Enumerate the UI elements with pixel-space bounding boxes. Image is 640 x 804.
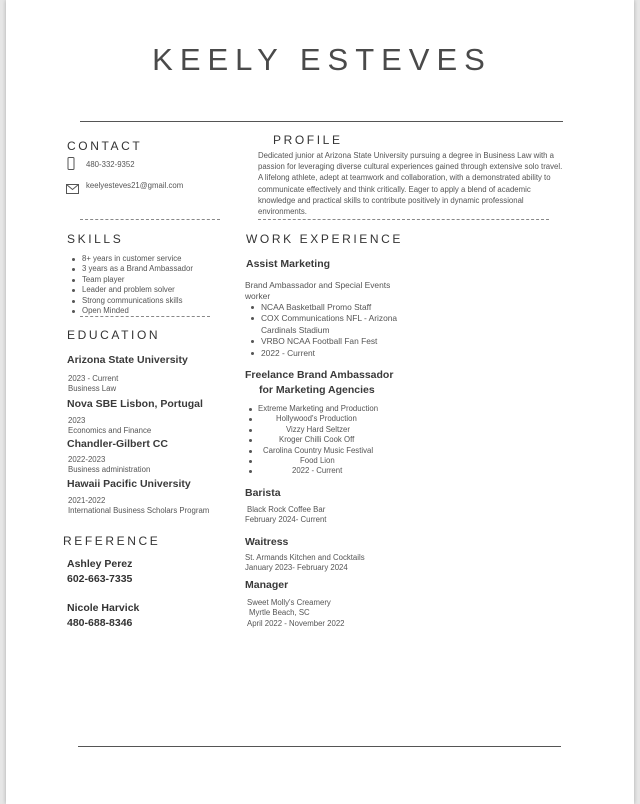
- skill-item: 8+ years in customer service: [69, 254, 229, 264]
- skill-item: Strong communications skills: [69, 296, 229, 306]
- school-name: Nova SBE Lisbon, Portugal: [67, 398, 203, 410]
- job-title-freelance-line2: for Marketing Agencies: [259, 384, 375, 396]
- job-title-manager: Manager: [245, 579, 289, 591]
- job-item: 2022 - Current: [248, 348, 413, 359]
- job-title-barista: Barista: [245, 487, 281, 499]
- job-item: Food Lion: [246, 456, 396, 466]
- contact-phone: 480-332-9352: [86, 160, 135, 169]
- job-item: Hollywood's Production: [246, 414, 396, 424]
- work-heading: WORK EXPERIENCE: [246, 232, 404, 246]
- skill-item: 3 years as a Brand Ambassador: [69, 264, 229, 274]
- job-item: Extreme Marketing and Production: [246, 404, 396, 414]
- profile-divider: [258, 219, 549, 220]
- phone-icon: [67, 157, 76, 175]
- school-name: Arizona State University: [67, 354, 188, 366]
- school-date: 2022-2023: [68, 455, 106, 464]
- resume-name: KEELY ESTEVES: [152, 42, 492, 77]
- job-item: VRBO NCAA Football Fan Fest: [248, 336, 413, 347]
- job-line: April 2022 - November 2022: [247, 619, 345, 628]
- education-heading: EDUCATION: [67, 328, 161, 342]
- job-item: Vizzy Hard Seltzer: [246, 425, 396, 435]
- job-item: Kroger Chilli Cook Off: [246, 435, 396, 445]
- job-title-waitress: Waitress: [245, 536, 289, 548]
- school-detail: Business administration: [68, 465, 151, 474]
- skills-list: [69, 254, 229, 316]
- job-title-assist: Assist Marketing: [246, 258, 331, 270]
- skill-item: Open Minded: [69, 306, 229, 316]
- job-line: Black Rock Coffee Bar: [247, 505, 326, 514]
- contact-divider: [80, 219, 220, 220]
- school-detail: International Business Scholars Program: [68, 506, 210, 515]
- header-divider: [80, 121, 563, 122]
- job-line: February 2024- Current: [245, 515, 327, 524]
- skill-item: Team player: [69, 275, 229, 285]
- job-line: St. Armands Kitchen and Cocktails: [245, 553, 365, 562]
- job-title-freelance: Freelance Brand Ambassador: [245, 369, 394, 381]
- reference-name: Nicole Harvick: [67, 602, 140, 614]
- skills-heading: SKILLS: [67, 232, 124, 246]
- job-item: Carolina Country Music Festival: [246, 446, 396, 456]
- reference-heading: REFERENCE: [63, 534, 161, 548]
- school-detail: Economics and Finance: [68, 426, 152, 435]
- contact-email: keelyesteves21@gmail.com: [86, 181, 184, 190]
- school-date: 2021-2022: [68, 496, 106, 505]
- footer-divider: [78, 746, 561, 747]
- job-line: Myrtle Beach, SC: [249, 608, 310, 617]
- envelope-icon: [66, 181, 79, 199]
- contact-heading: CONTACT: [67, 139, 143, 153]
- freelance-list: [246, 404, 396, 477]
- job-item: NCAA Basketball Promo Staff: [248, 302, 413, 313]
- job-role-assist: Brand Ambassador and Special Events worker: [245, 280, 391, 302]
- profile-text: Dedicated junior at Arizona State University pursuing a degree in Business Law with a passion for leveraging diverse cultural experiences gained through extensive solo travel. A lifelong athlete, adept at teamwork and collaboration, with a demonstrated ability to communicate effectively and think critically. Eager to apply a blend of academic knowledge and practical skills to contribute positively in dynamic professional environments.: [258, 151, 563, 217]
- job-item: COX Communications NFL - Arizona Cardinals Stadium: [248, 313, 413, 336]
- job-line: Sweet Molly's Creamery: [247, 598, 331, 607]
- school-name: Chandler-Gilbert CC: [67, 438, 168, 450]
- school-date: 2023: [68, 416, 86, 425]
- reference-name: Ashley Perez: [67, 558, 133, 570]
- reference-phone: 480-688-8346: [67, 617, 133, 629]
- job-item: 2022 - Current: [246, 466, 396, 476]
- job-line: January 2023- February 2024: [245, 563, 348, 572]
- reference-phone: 602-663-7335: [67, 573, 133, 585]
- school-date: 2023 - Current: [68, 374, 119, 383]
- profile-heading: PROFILE: [273, 133, 343, 147]
- skill-item: Leader and problem solver: [69, 285, 229, 295]
- school-detail: Business Law: [68, 384, 117, 393]
- school-name: Hawaii Pacific University: [67, 478, 191, 490]
- assist-list: [248, 302, 413, 359]
- skills-divider: [80, 316, 210, 317]
